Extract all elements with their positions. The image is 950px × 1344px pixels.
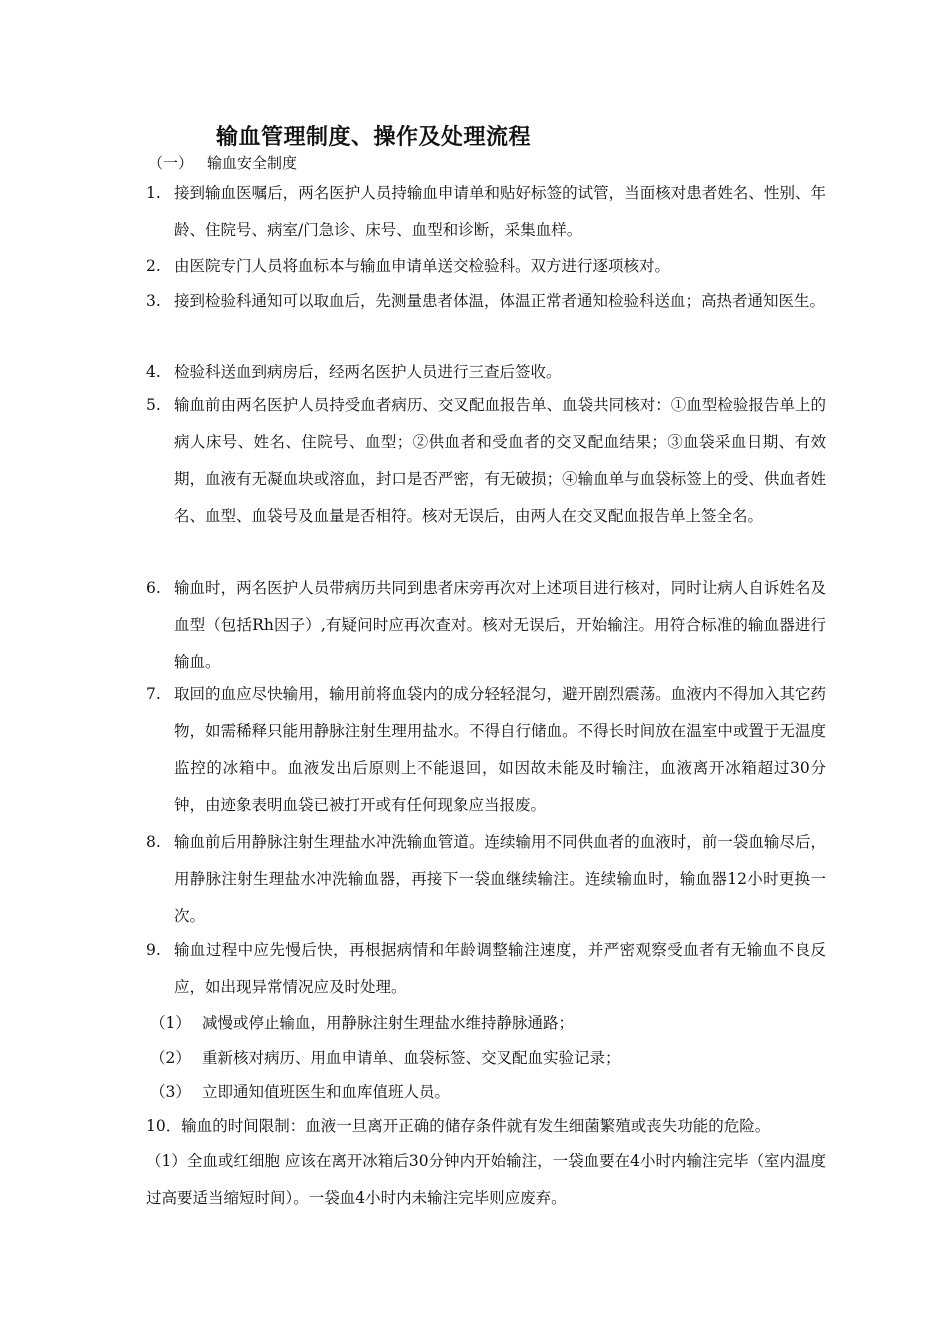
list-item-text: 输血前后用静脉注射生理盐水冲洗输血管道。连续输用不同供血者的血液时，前一袋血输尽后，用静脉注射生理盐水冲洗输血器，再接下一袋血继续输注。连续输血时，输血器12小时更换一次。	[174, 833, 826, 925]
list-item	[146, 387, 826, 535]
list-item	[146, 676, 826, 824]
list-item-text: 接到检验科通知可以取血后，先测量患者体温，体温正常者通知检验科送血；高热者通知医生。	[174, 292, 826, 310]
sub-list-item-text: 减慢或停止输血，用静脉注射生理盐水维持静脉通路；	[202, 1014, 575, 1032]
list-item-text: 输血过程中应先慢后快，再根据病情和年龄调整输注速度，并严密观察受血者有无输血不良反应，如出现异常情况应及时处理。	[174, 941, 826, 996]
list-item-number: 2.	[146, 257, 161, 275]
list-item-number: 4.	[146, 363, 161, 381]
section-heading	[148, 152, 297, 173]
list-item-text: 接到输血医嘱后，两名医护人员持输血申请单和贴好标签的试管，当面核对患者姓名、性别、年龄、住院号、病室/门急诊、床号、血型和诊断，采集血样。	[174, 184, 826, 239]
list-item	[146, 248, 826, 285]
section-marker: （一）	[148, 154, 194, 172]
list-item-text: 输血时，两名医护人员带病历共同到患者床旁再次对上述项目进行核对，同时让病人自诉姓名及血型（包括Rh因子）,有疑问时应再次查对。核对无误后，开始输注。用符合标准的输血器进行输血。	[174, 579, 826, 671]
list-item-number: 7.	[146, 685, 161, 703]
list-item-number: 9.	[146, 941, 161, 959]
list-item	[146, 354, 826, 391]
page-title: 输血管理制度、操作及处理流程	[216, 124, 532, 150]
sub-list-item-number: （1）	[150, 1014, 191, 1032]
sub-list-item	[150, 1005, 820, 1042]
list-item	[146, 824, 826, 935]
list-item-text: 输血前由两名医护人员持受血者病历、交叉配血报告单、血袋共同核对：①血型检验报告单上的病人床号、姓名、住院号、血型；②供血者和受血者的交叉配血结果；③血袋采血日期、有效期，血液有无凝血块或溶血，封口是否严密，有无破损；④输血单与血袋标签上的受、供血者姓名、血型、血袋号及血量是否相符。核对无误后，由两人在交叉配血报告单上签全名。	[174, 396, 826, 525]
list-item-number: 8.	[146, 833, 161, 851]
sub-list-item	[150, 1040, 820, 1077]
paragraph-item-10: 10．输血的时间限制：血液一旦离开正确的储存条件就有发生细菌繁殖或丧失功能的危险。	[146, 1117, 771, 1135]
section-heading-text: 输血安全制度	[207, 154, 298, 172]
list-item-number: 1.	[146, 184, 161, 202]
list-item	[146, 175, 826, 249]
sub-list-item-text: 立即通知值班医生和血库值班人员。	[202, 1083, 451, 1101]
list-item-text: 由医院专门人员将血标本与输血申请单送交检验科。双方进行逐项核对。	[174, 257, 671, 275]
list-item-number: 5.	[146, 396, 161, 414]
sub-list-item-text: 重新核对病历、用血申请单、血袋标签、交叉配血实验记录；	[202, 1049, 621, 1067]
sub-list-item	[150, 1074, 820, 1111]
sub-list-item-number: （2）	[150, 1049, 191, 1067]
list-item	[146, 570, 826, 681]
paragraph-item-10-sub-1: （1）全血或红细胞 应该在离开冰箱后30分钟内开始输注，一袋血要在4小时内输注完毕（室内温度过高要适当缩短时间）。一袋血4小时内未输注完毕则应废弃。	[146, 1152, 826, 1207]
list-item	[146, 932, 826, 1006]
list-item-number: 3.	[146, 292, 161, 310]
list-item-text: 取回的血应尽快输用，输用前将血袋内的成分轻轻混匀，避开剧烈震荡。血液内不得加入其它药物，如需稀释只能用静脉注射生理用盐水。不得自行储血。不得长时间放在温室中或置于无温度监控的冰箱中。血液发出后原则上不能退回，如因故未能及时输注，血液离开冰箱超过30分钟，由迹象表明血袋已被打开或有任何现象应当报废。	[174, 685, 826, 814]
list-item-number: 6.	[146, 579, 161, 597]
sub-list-item-number: （3）	[150, 1083, 191, 1101]
list-item	[146, 283, 826, 320]
list-item-text: 检验科送血到病房后，经两名医护人员进行三查后签收。	[174, 363, 562, 381]
